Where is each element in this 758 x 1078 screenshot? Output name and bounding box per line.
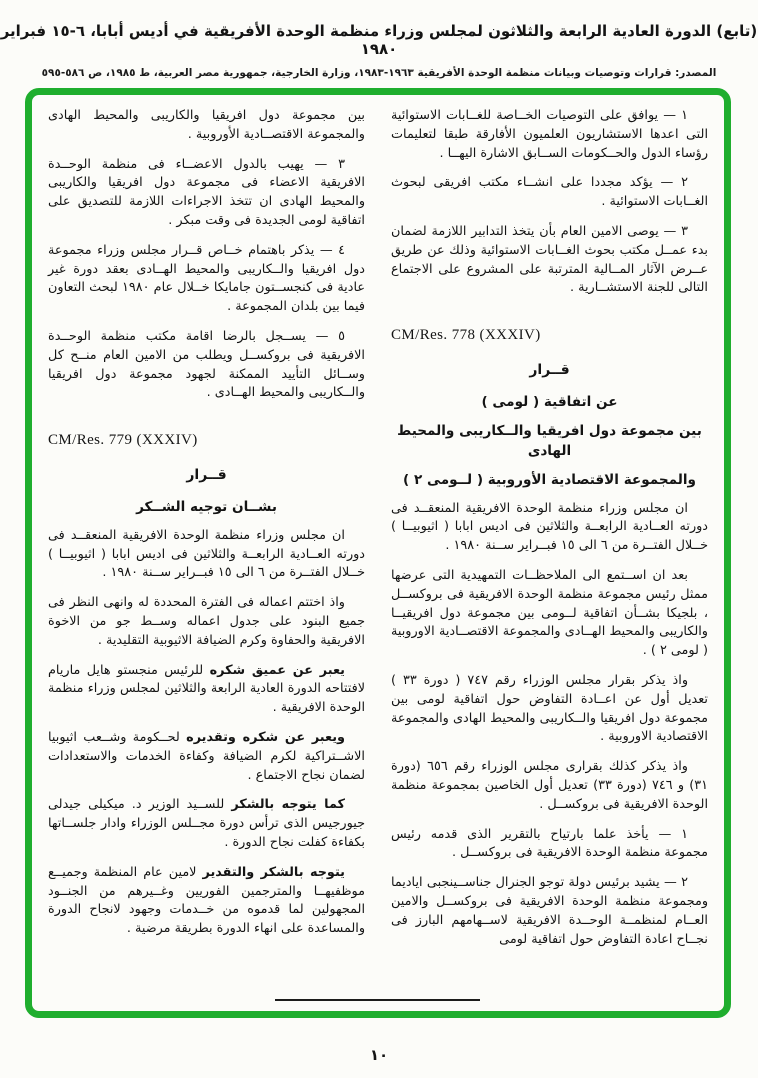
paragraph: واذ يذكر بقرار مجلس الوزراء رقم ٧٤٧ ( دورة ٣٣ ) تعديل أول عن اعــادة التفاوض حول اتفاقية لومى بين مجموعة دول افريقيا والــكاريبى والمحيط الهادى والمجموعة الاقتصادية الاوروبية . <box>391 673 708 745</box>
footnote-rule <box>275 999 480 1001</box>
section-heading: عن اتفاقية ( لومى ) <box>481 393 618 410</box>
header-title: (تابع) الدورة العادية الرابعة والثلاثون لمجلس وزراء منظمة الوحدة الأفريقية في أديس أبابا، ٦-١٥ فبراير ١٩٨٠ <box>0 22 758 58</box>
page-header <box>0 22 758 79</box>
page-number: ١٠ <box>369 1046 389 1064</box>
paragraph: ١ — يأخذ علما بارتياح بالتقرير الذى قدمه رئيس مجموعة منظمة الوحدة الافريقية فى بروكســل . <box>391 826 708 861</box>
section-heading: بين مجموعة دول افريقيا والــكاريبى والمحيط الهادى <box>397 422 702 459</box>
paragraph-lead: كما يتوجه بالشكر <box>231 797 345 813</box>
paragraph-lead: يتوجه بالشكر والتقدير <box>202 864 345 880</box>
paragraph: ٣ — يهيب بالدول الاعضــاء فى منظمة الوحــدة الافريقية الاعضاء فى مجموعة دول افريقيا والكاريبى والمحيط الهادى ان تتخذ الاجراءات اللازمة للتصديق على اتفاقية لومى الجديدة فى وقت مبكر . <box>48 156 365 228</box>
two-column-layout <box>48 107 708 993</box>
paragraph: ٢ — يؤكد مجددا على انشــاء مكتب افريقى لبحوث الغــابات الاستوائية . <box>391 175 708 210</box>
paragraph: ان مجلس وزراء منظمة الوحدة الافريقية المنعقــد فى دورته العــادية الرابعــة والثلاثين فى اديس ابابا ( اثيوبيــا ) خــلال الفتــرة من ٦ الى ١٥ فبــراير ســنة ١٩٨٠ . <box>391 500 708 554</box>
header-source-line: المصدر: قرارات وتوصيات وبيانات منظمة الوحدة الأفريقية ١٩٦٣-١٩٨٣، وزارة الخارجية، جمهورية مصر العربية، ط ١٩٨٥، ص ٥٨٦-٥٩٥ <box>41 67 717 79</box>
paragraph: بين مجموعة دول افريقيا والكاريبى والمحيط الهادى والمجموعة الاقتصــادية الأوروبية . <box>48 108 365 142</box>
paragraph-lead: ويعبر عن شكره وتقديره <box>186 729 346 745</box>
right-text-column <box>391 107 708 993</box>
paragraph: واذ اختتم اعماله فى الفترة المحددة له وانهى النظر فى جميع البنود على جدول اعماله وســط جو من الاخوة الافريقية والحفاوة وكرم الضيافة الاثيوبية التقليدية . <box>48 595 365 648</box>
paragraph: كما يتوجه بالشكر للســيد الوزير د. ميكيلى جيدلى جيورجيس الذى ترأس دورة مجــلس الوزراء وادار جلســاتها بكفاءة كفلت نجاح الدورة . <box>48 797 365 850</box>
paragraph: يتوجه بالشكر والتقدير لامين عام المنظمة وجميــع موظفيهــا والمترجمين الفوريين وغــيرهم من الجنــود المجهولين لما قدموه من خــدمات وجهود لانجاح الدورة والمساعدة على انهاء الدورة بطريقة مرضية . <box>48 864 365 937</box>
paragraph: ٥ — يســجل بالرضا اقامة مكتب منظمة الوحــدة الافريقية فى بروكســل ويطلب من الامين العام منــح كل وســائل التأييد الممكنة لجهود مجموعة دول افريقيا والــكاريبى والمحيط الهــادى . <box>48 328 365 401</box>
section-heading: والمجموعة الاقتصادية الأوروبية ( لــومى ٢ ) <box>403 471 696 488</box>
section-heading: قــرار <box>186 467 227 484</box>
resolution-label: CM/Res. 779 (XXXIV) <box>48 432 198 449</box>
paragraph: ان مجلس وزراء منظمة الوحدة الافريقية المنعقــد فى دورته العــادية الرابعــة والثلاثين فى اديس ابابا ( اثيوبيــا ) خــلال الفتــرة من ٦ الى ١٥ فبــراير ســنة ١٩٨٠ . <box>48 527 365 581</box>
resolution-label: CM/Res. 778 (XXXIV) <box>391 327 541 344</box>
paragraph-lead: يعبر عن عميق شكره <box>209 662 345 678</box>
paragraph: ١ — يوافق على التوصيات الخــاصة للغــابات الاستوائية التى اعدها الاستشاريون العلميون الأفارقة طبقا لتعليمات رؤساء الدول والحــكومات الســابق الاشارة اليهــا . <box>391 108 708 161</box>
paragraph: يعبر عن عميق شكره للرئيس منجستو هايل ماريام لافتتاحه الدورة العادية الرابعة والثلاثين لمجلس وزراء منظمة الوحدة الافريقية . <box>48 662 365 716</box>
paragraph: ويعبر عن شكره وتقديره لحــكومة وشــعب اثيوبيا الاشــتراكية لكرم الضيافة وكفاءة الخدمات والاستعدادات لضمان نجاح الاجتماع . <box>48 729 365 783</box>
left-text-column <box>48 107 365 993</box>
paragraph: ٢ — يشيد برئيس دولة توجو الجنرال جناســينجبى اياديما ومجموعة منظمة الوحدة الافريقية فى بروكســل والامين العــام لمنظمــة الوحــدة الافريقية لاســهامهم البارز فى نجــاح اعادة التفاوض حول اتفاقية لومى <box>391 875 708 947</box>
section-heading: بشــان توجيه الشــكر <box>136 498 277 515</box>
section-heading: قــرار <box>529 362 570 379</box>
paragraph: ٣ — يوصى الامين العام بأن يتخذ التدابير اللازمة لضمان بدء عمــل مكتب بحوث الغــابات الاستوائية وذلك عن طريق عــرض الآثار المــالية المترتبة على المشروع على الاجتماع التالى للجنة الاستشــارية . <box>391 223 708 296</box>
paragraph: واذ يذكر كذلك بقرارى مجلس الوزراء رقم ٦٥٦ (دورة ٣١) و ٧٤٦ (دورة ٣٣) تعديل أول الخاصين بمجموعة منظمة الوحدة الافريقية فى بروكســل . <box>391 759 708 812</box>
paragraph: ٤ — يذكر باهتمام خــاص قــرار مجلس وزراء مجموعة دول افريقيا والــكاريبى والمحيط الهــادى بعقد دورة غير عادية فى كنجســتون جامايكا خــلال عام ١٩٨٠ لبحث التعاون فيما بين بلدان المجموعة . <box>48 242 365 315</box>
paragraph: بعد ان اســتمع الى الملاحظــات التمهيدية التى عرضها ممثل رئيس مجموعة منظمة الوحدة الافريقية فى بروكســل ، بلجيكا بشــأن اتفاقية لــومى بين مجموعة دول افريقيــا والكاريبى والمحيط الهــادى والمجموعة الاقتصــادية الاوروبية ( لومى ٢ ) . <box>391 568 708 659</box>
green-border-frame <box>25 88 731 1018</box>
